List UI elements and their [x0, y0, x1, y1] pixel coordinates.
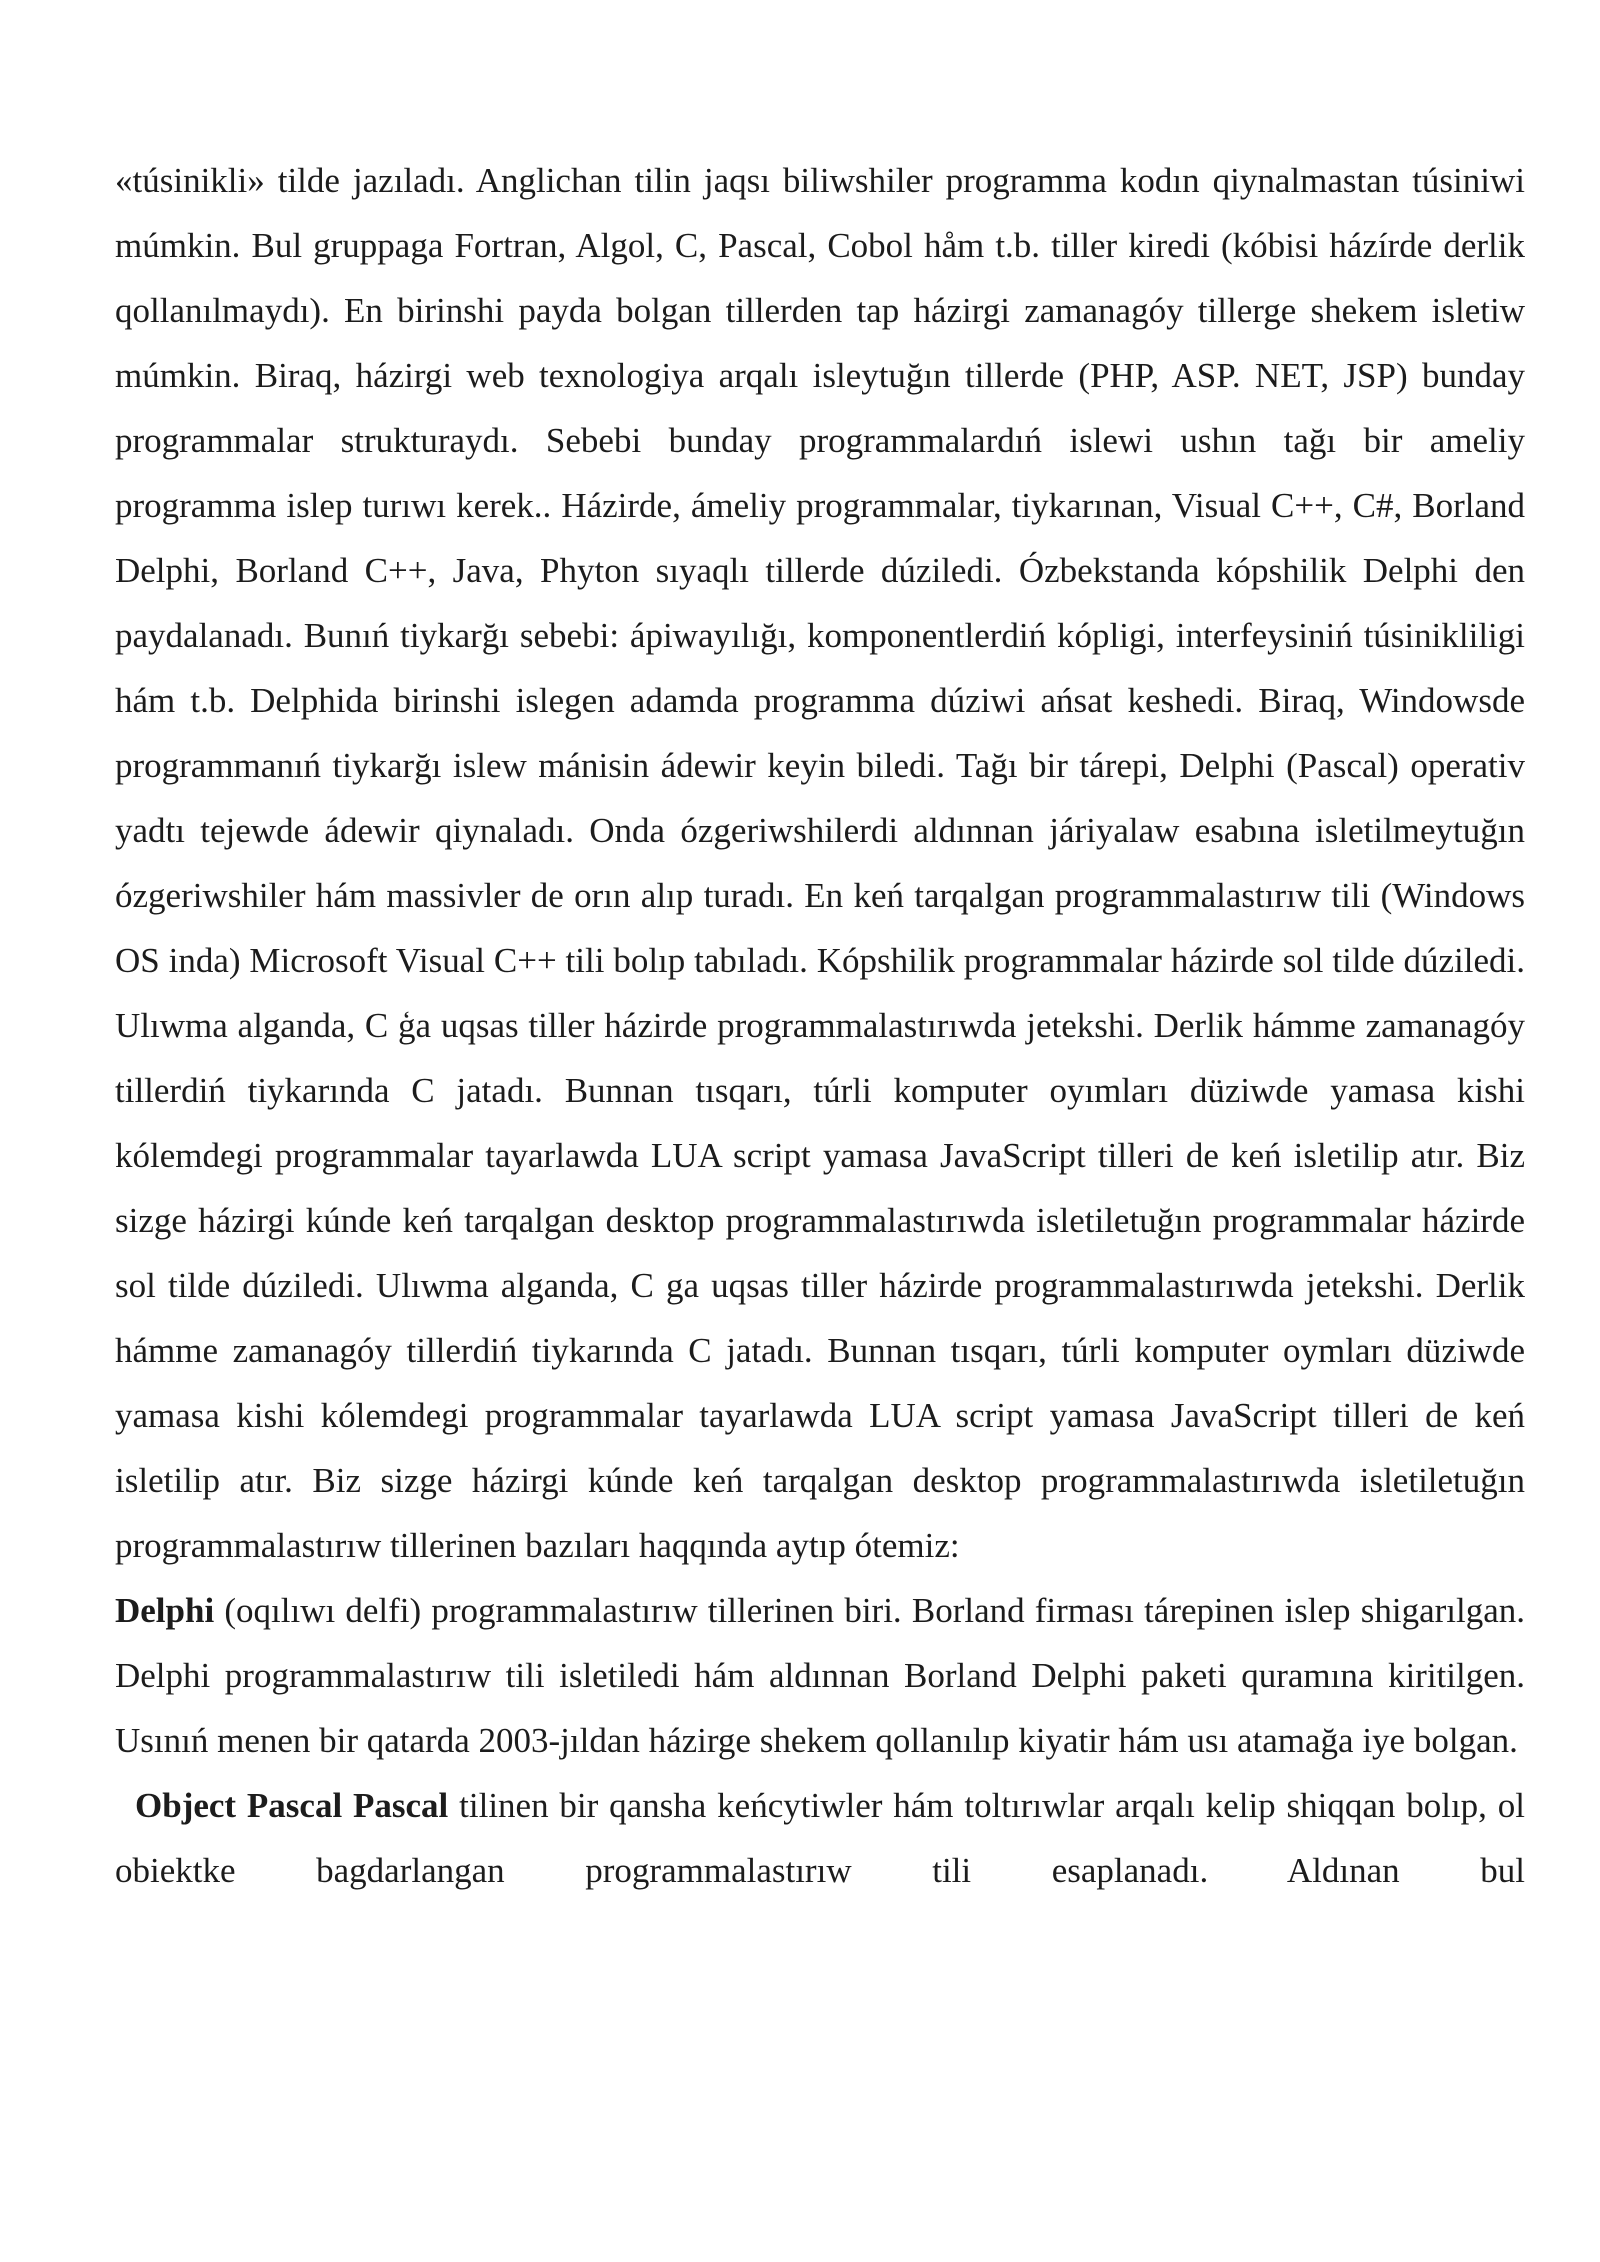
paragraph-delphi: [115, 1578, 1525, 1773]
term-object-pascal: Object Pascal Pascal: [135, 1786, 449, 1825]
paragraph-object-pascal-text: tilinen bir qansha keńcytiwler hám toltırıwlar arqalı kelip shiqqan bolıp, ol obiektke bagdarlangan programmalastırıw tili esaplanadı. Aldınan bul: [115, 1786, 1526, 1890]
document-page: [115, 148, 1525, 1903]
paragraph-programming-languages: «túsinikli» tilde jazıladı. Anglichan tilin jaqsı biliwshiler programma kodın qiynalmastan túsiniwi múmkin. Bul gruppaga Fortran, Algol, C, Pascal, Cobol håm t.b. tiller kiredi (kóbisi házírde derlik qollanılmaydı). En birinshi payda bolgan tillerden tap házirgi zamanagóy tillerge shekem isletiw múmkin. Biraq, házirgi web texnologiya arqalı isleytuğın tillerde (PHP, ASP. NET, JSP) bunday programmalar strukturaydı. Sebebi bunday programmalardıń islewi ushın tağı bir ameliy programma islep turıwı kerek.. Házirde, ámeliy programmalar, tiykarınan, Visual C++, C#, Borland Delphi, Borland C++, Java, Phyton sıyaqlı tillerde dúziledi. Ózbekstanda kópshilik Delphi den paydalanadı. Bunıń tiykarğı sebebi: ápiwayılığı, komponentlerdiń kópligi, interfeysiniń túsinikliligi hám t.b. Delphida birinshi islegen adamda programma dúziwi ańsat keshedi. Biraq, Windowsde programmanıń tiykarğı islew mánisin ádewir keyin biledi. Tağı bir tárepi, Delphi (Pascal) operativ yadtı tejewde ádewir qiynaladı. Onda ózgeriwshilerdi aldınnan járiyalaw esabına isletilmeytuğın ózgeriwshiler hám massivler de orın alıp turadı. En keń tarqalgan programmalastırıw tili (Windows OS inda) Microsoft Visual C++ tili bolıp tabıladı. Kópshilik programmalar házirde sol tilde dúziledi. Ulıwma alganda, C ģa uqsas tiller házirde programmalastırıwda jetekshi. Derlik hámme zamanagóy tillerdiń tiykarında C jatadı. Bunnan tısqarı, túrli komputer oyımları düziwde yamasa kishi kólemdegi programmalar tayarlawda LUA script yamasa JavaScript tilleri de keń isletilip atır. Biz sizge házirgi kúnde keń tarqalgan desktop programmalastırıwda isletiletuğın programmalar házirde sol tilde dúziledi. Ulıwma alganda, C ga uqsas tiller házirde programmalastırıwda jetekshi. Derlik hámme zamanagóy tillerdiń tiykarında C jatadı. Bunnan tısqarı, túrli komputer oymları düziwde yamasa kishi kólemdegi programmalar tayarlawda LUA script yamasa JavaScript tilleri de keń isletilip atır. Biz sizge házirgi kúnde keń tarqalgan desktop programmalastırıwda isletiletuğın programmalastırıw tillerinen bazıları haqqında aytıp ótemiz:: [115, 161, 1525, 1565]
paragraph-object-pascal: [115, 1773, 1525, 1903]
paragraph-delphi-text: (oqılıwı delfi) programmalastırıw tillerinen biri. Borland firması tárepinen islep shigarılgan. Delphi programmalastırıw tili isletiledi hám aldınnan Borland Delphi paketi quramına kiritilgen. Usınıń menen bir qatarda 2003-jıldan házirge shekem qollanılıp kiyatir hám usı atamağa iye bolgan.: [115, 1591, 1525, 1760]
term-delphi: Delphi: [115, 1591, 215, 1630]
